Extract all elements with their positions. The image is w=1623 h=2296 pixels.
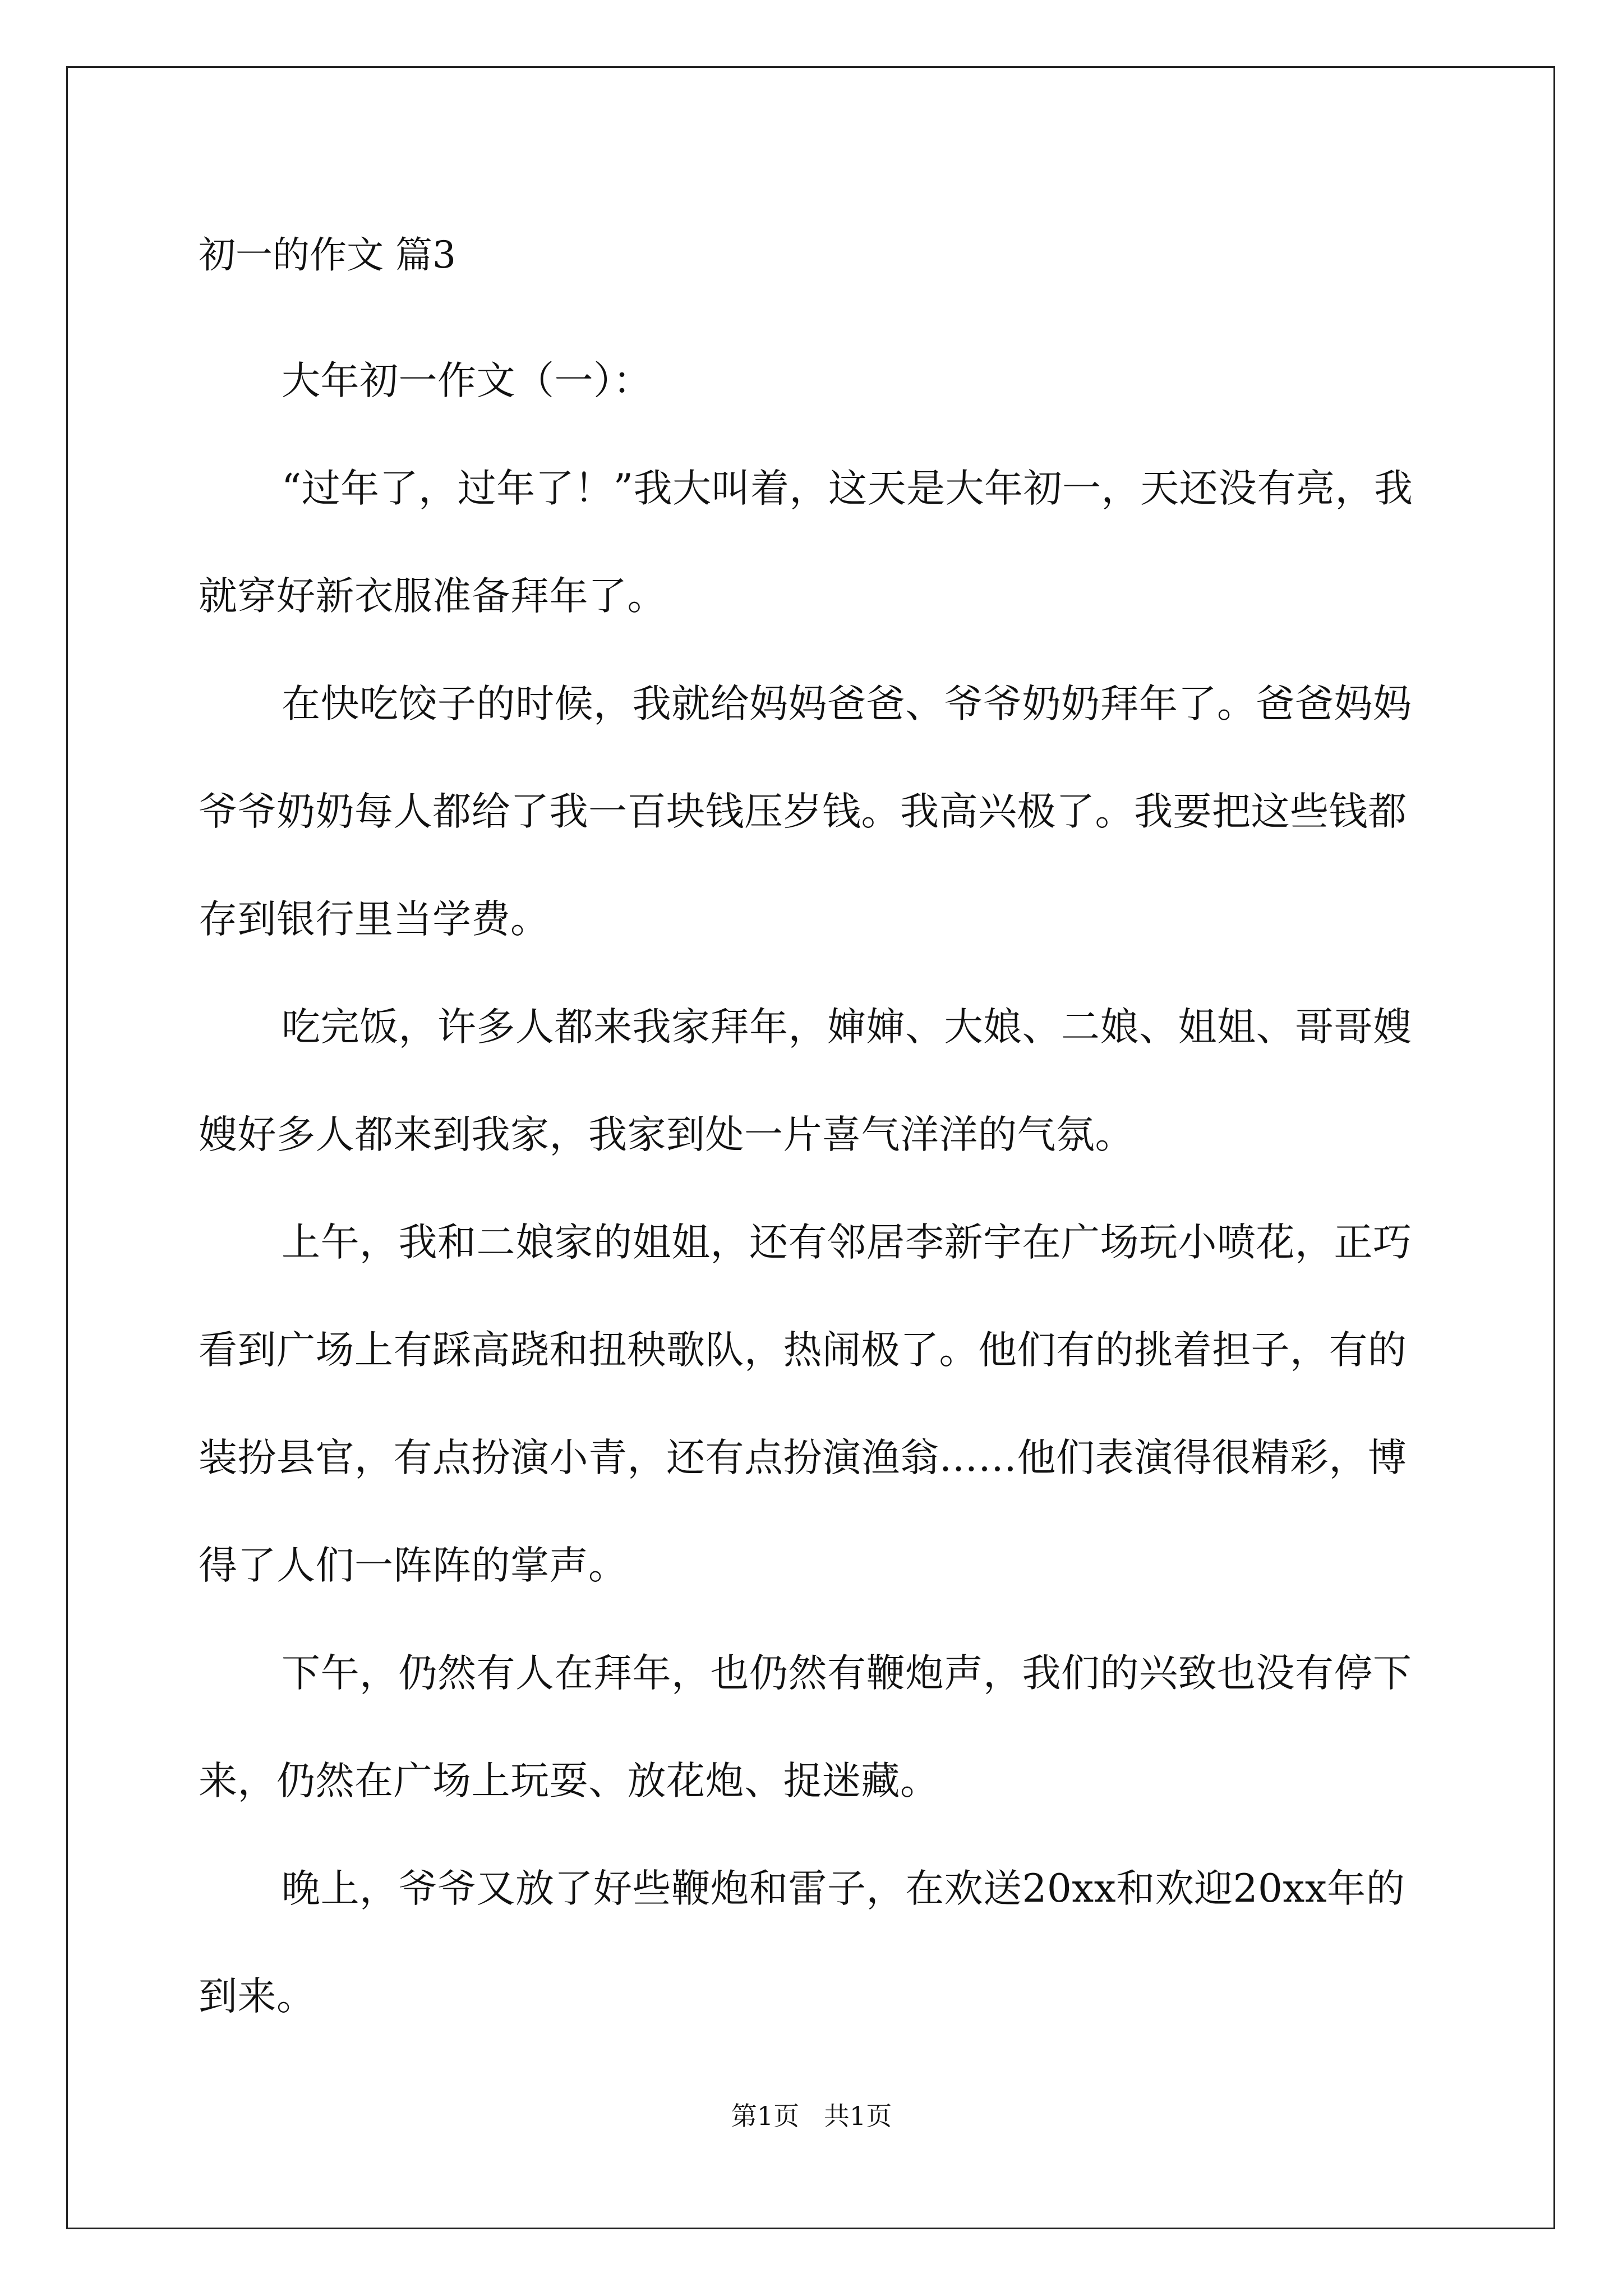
paragraph-2: 在快吃饺子的时候，我就给妈妈爸爸、爷爷奶奶拜年了。爸爸妈妈爷爷奶奶每人都给了我一百块钱压岁钱。我高兴极了。我要把这些钱都存到银行里当学费。 [199,682,1412,942]
page-footer: 第1页 共1页 [731,2101,892,2131]
essay-subtitle: 大年初一作文（一）： [282,358,652,403]
paragraph-4: 上午，我和二娘家的姐姐，还有邻居李新宇在广场玩小喷花，正巧看到广场上有踩高跷和扭秧歌队，热闹极了。他们有的挑着担子，有的装扮县官，有点扮演小青，还有点扮演渔翁……他们表演得很精彩，博得了人们一阵阵的掌声。 [199,1220,1412,1588]
document-body [199,222,1438,2050]
document-heading: 初一的作文 篇3 [199,233,456,277]
paragraph-1: “过年了，过年了！”我大叫着，这天是大年初一，天还没有亮，我就穿好新衣服准备拜年了。 [199,466,1413,619]
paragraph-5: 下午，仍然有人在拜年，也仍然有鞭炮声，我们的兴致也没有停下来，仍然在广场上玩耍、放花炮、捉迷藏。 [199,1651,1412,1803]
paragraph-3: 吃完饭，许多人都来我家拜年，婶婶、大娘、二娘、姐姐、哥哥嫂嫂好多人都来到我家，我家到处一片喜气洋洋的气氛。 [199,1005,1412,1157]
paragraph-6: 晚上，爷爷又放了好些鞭炮和雷子，在欢送20xx和欢迎20xx年的到来。 [199,1866,1405,2019]
